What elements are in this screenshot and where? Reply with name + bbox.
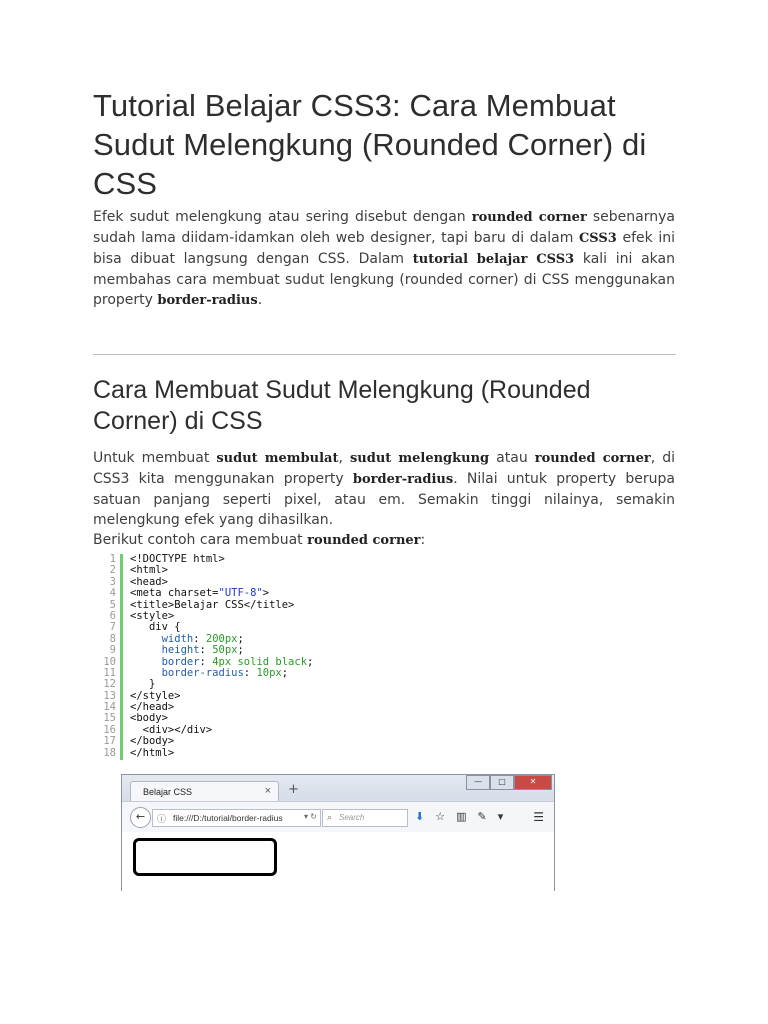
code-token: :	[199, 644, 213, 657]
code-token: }	[130, 678, 156, 691]
code-token: <html>	[130, 564, 168, 577]
line-number: 9	[109, 644, 116, 657]
section-heading: Cara Membuat Sudut Melengkung (Rounded Corner) di CSS	[93, 376, 591, 435]
menu-icon[interactable]: ☰	[533, 810, 544, 824]
line-number: 14	[103, 701, 116, 714]
code-token: >	[262, 587, 270, 600]
line-number: 4	[109, 587, 116, 600]
p1-text-3: atau	[489, 450, 535, 466]
code-token	[130, 633, 162, 645]
code-token: <title>Belajar CSS</title>	[130, 598, 295, 611]
code-token: border-radius	[161, 666, 244, 679]
search-icon: ⌕	[327, 812, 333, 822]
code-token: </body>	[130, 735, 175, 748]
intro-bold-border-radius: border-radius	[157, 293, 258, 308]
code-token: :	[243, 666, 257, 679]
code-token: :	[193, 632, 206, 645]
code-token	[130, 667, 162, 679]
code-token: <meta charset=	[130, 587, 219, 600]
library-icon[interactable]: ▥	[456, 810, 467, 823]
browser-content	[122, 832, 554, 891]
reload-icon[interactable]: ▾ ↻	[304, 812, 317, 821]
address-text: file:///D:/tutorial/border-radius	[173, 813, 283, 823]
line-number: 7	[109, 621, 116, 634]
code-token: ;	[237, 644, 244, 657]
browser-tab[interactable]	[130, 781, 279, 802]
intro-text-5: .	[257, 292, 263, 308]
p1-text-4: , di CSS3 kita menggunakan property	[93, 450, 675, 487]
code-token: <head>	[130, 575, 168, 588]
code-token: </html>	[130, 746, 175, 759]
line-number: 6	[109, 609, 116, 622]
section-paragraph-1	[93, 448, 675, 530]
p1-bold-border-radius: border-radius	[352, 472, 454, 487]
code-token: 50px	[212, 644, 238, 657]
code-token: <style>	[130, 609, 175, 622]
download-icon[interactable]: ⬇	[415, 810, 425, 823]
p1-text-5: . Nilai untuk property berupa satuan panjang seperti pixel, atau em. Semakin tinggi nilainya, semakin melengkung efek yang dihasilkan.	[93, 471, 675, 528]
p1-text-2: ,	[338, 450, 350, 466]
p1-bold-sudut-melengkung: sudut melengkung	[349, 451, 490, 466]
code-token: ;	[281, 666, 289, 679]
intro-bold-css3: CSS3	[578, 231, 617, 246]
maximize-icon[interactable]: □	[490, 775, 514, 790]
new-tab-icon[interactable]: +	[288, 782, 299, 797]
search-input[interactable]	[322, 809, 408, 827]
code-token: <div></div>	[130, 723, 213, 736]
window-close-icon[interactable]: ✕	[514, 775, 552, 790]
pocket-icon[interactable]: ✎	[477, 810, 487, 823]
line-number: 13	[103, 689, 116, 702]
dropdown-icon[interactable]: ▾	[497, 810, 504, 823]
intro-text-1: Efek sudut melengkung atau sering disebut dengan	[93, 209, 472, 225]
line-number: 12	[103, 678, 116, 691]
gutter-bar	[120, 554, 123, 760]
line-number: 10	[103, 655, 116, 668]
line-number: 8	[109, 632, 116, 645]
code-token: ;	[307, 655, 314, 668]
code-token	[130, 656, 162, 668]
close-tab-icon[interactable]: ×	[264, 785, 271, 797]
code-line	[130, 748, 313, 759]
intro-bold-tutorial: tutorial belajar CSS3	[412, 252, 575, 267]
p1-text-1: Untuk membuat	[93, 450, 217, 466]
line-number: 5	[109, 598, 116, 611]
code-token: 200px	[205, 632, 238, 645]
rounded-corner-demo-box	[133, 838, 277, 876]
minimize-icon[interactable]: —	[466, 775, 490, 790]
info-icon: ⓘ	[157, 814, 167, 824]
line-number: 18	[103, 746, 116, 759]
code-token: div {	[130, 621, 181, 634]
browser-tab-title: Belajar CSS	[143, 787, 193, 797]
line-number: 16	[103, 723, 116, 736]
intro-bold-rounded-corner: rounded corner	[471, 210, 587, 225]
line-number: 1	[109, 553, 116, 565]
browser-navbar	[122, 801, 554, 833]
code-token: </head>	[130, 701, 175, 714]
code-line	[130, 668, 313, 679]
window-controls	[466, 775, 552, 789]
line-number: 2	[109, 564, 116, 577]
code-token: 4px solid black	[212, 655, 308, 668]
article	[93, 86, 675, 551]
code-token: ;	[237, 632, 244, 645]
line-numbers	[98, 554, 116, 759]
section-paragraph-2	[93, 530, 675, 551]
code-token: <body>	[130, 712, 168, 725]
code-token: "UTF-8"	[218, 587, 263, 600]
p2-bold-rounded-corner: rounded corner	[307, 533, 421, 548]
browser-titlebar	[122, 775, 554, 801]
code-listing	[98, 554, 348, 760]
code-token: border	[161, 655, 200, 668]
toolbar-icons	[415, 810, 503, 823]
code-token: </style>	[130, 689, 181, 702]
intro-text-2: sebenarnya sudah lama diidam-idamkan oleh web designer, tapi baru di dalam	[93, 209, 675, 246]
line-number: 17	[103, 735, 116, 748]
line-number: 15	[103, 712, 116, 725]
p2-text-1: Berikut contoh cara membuat	[93, 532, 308, 548]
code-token: <!DOCTYPE html>	[130, 553, 225, 565]
code-source	[130, 554, 313, 759]
code-token	[130, 644, 162, 656]
bookmark-star-icon[interactable]: ☆	[435, 810, 446, 823]
back-arrow-icon[interactable]: ←	[130, 807, 151, 828]
intro-text-4: kali ini akan membahas cara membuat sudut lengkung (rounded corner) di CSS menggunakan property	[93, 251, 675, 308]
browser-screenshot	[121, 774, 555, 891]
address-bar[interactable]	[152, 809, 321, 827]
search-placeholder: Search	[339, 813, 365, 822]
p1-bold-rounded-corner: rounded corner	[534, 451, 651, 466]
code-token: width	[161, 632, 194, 645]
p2-text-2: :	[420, 532, 426, 548]
code-token: 10px	[256, 666, 282, 679]
divider	[93, 354, 676, 355]
intro-paragraph	[93, 207, 675, 311]
p1-bold-sudut-membulat: sudut membulat	[216, 451, 339, 466]
line-number: 11	[103, 666, 116, 679]
intro-text-3: efek ini bisa dibuat langsung dengan CSS. Dalam	[93, 230, 675, 267]
code-token: height	[161, 644, 200, 657]
line-number: 3	[109, 575, 116, 588]
code-token: :	[199, 655, 213, 668]
page-title: Tutorial Belajar CSS3: Cara Membuat Sudut Melengkung (Rounded Corner) di CSS	[93, 88, 647, 201]
